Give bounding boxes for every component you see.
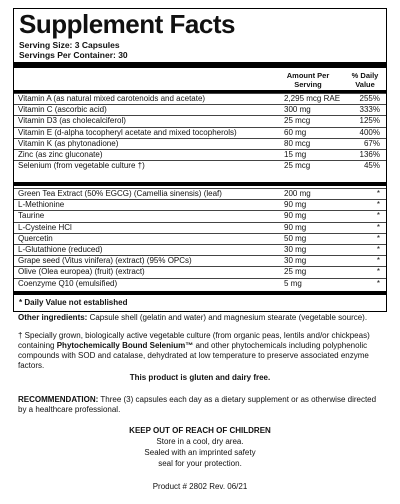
nutrient-daily-value: 67% xyxy=(363,138,380,148)
recommendation xyxy=(18,395,384,415)
daily-value-column-header: % Daily Value xyxy=(351,71,379,89)
section-divider xyxy=(14,182,386,186)
nutrient-row xyxy=(14,266,386,277)
nutrient-name: L-Glutathione (reduced) xyxy=(18,245,103,254)
nutrient-daily-value: 400% xyxy=(359,127,380,137)
nutrient-name: Vitamin K (as phytonadione) xyxy=(18,138,119,148)
seal-line-2: seal for your protection. xyxy=(158,459,242,468)
nutrient-amount: 60 mg xyxy=(284,127,307,137)
nutrient-row xyxy=(14,278,386,289)
serving-size: Serving Size: 3 Capsules xyxy=(19,40,120,50)
dagger-note xyxy=(18,331,384,371)
nutrient-daily-value: * xyxy=(376,267,380,277)
nutrient-row xyxy=(14,244,386,255)
recommendation-text: Three (3) capsules each day as a dietary supplement or as otherwise directed by a healthcare professional. xyxy=(18,395,377,414)
supplement-facts-panel xyxy=(13,8,387,312)
dagger-text-1: † Specially grown, biologically active vegetable culture (from organic peas, lentils and/or chickpeas) containing xyxy=(18,331,370,350)
nutrient-name: Vitamin D3 (as cholecalciferol) xyxy=(18,116,126,126)
nutrient-row xyxy=(14,233,386,244)
gluten-free-statement: This product is gluten and dairy free. xyxy=(129,373,271,382)
nutrient-daily-value: * xyxy=(376,245,380,254)
other-ingredients-text: Capsule shell (gelatin and water) and magnesium stearate (vegetable source). xyxy=(89,313,368,322)
nutrient-daily-value: * xyxy=(376,189,380,198)
footer-divider xyxy=(14,291,386,295)
nutrient-daily-value: 125% xyxy=(359,116,380,126)
dagger-text-2: and other phytochemicals including polyphenolic compounds with SOD and catalase, dehydrated at low temperature to preserve associated enzyme factors. xyxy=(18,341,369,370)
amount-column-header: Amount Per Serving xyxy=(286,71,330,89)
nutrient-daily-value: 333% xyxy=(359,105,380,115)
keep-out-warning: KEEP OUT OF REACH OF CHILDREN xyxy=(129,426,271,435)
nutrient-amount: 5 mg xyxy=(284,278,302,288)
nutrient-name: Taurine xyxy=(18,211,45,221)
nutrient-name: Zinc (as zinc gluconate) xyxy=(18,150,103,159)
nutrient-amount: 2,295 mcg RAE xyxy=(284,94,341,103)
nutrient-amount: 80 mcg xyxy=(284,138,311,148)
nutrient-amount: 25 mcg xyxy=(284,161,311,171)
nutrient-name: Green Tea Extract (50% EGCG) (Camellia sinensis) (leaf) xyxy=(18,189,222,198)
nutrient-name: L-Methionine xyxy=(18,200,65,210)
nutrient-name: Selenium (from vegetable culture †) xyxy=(18,161,145,171)
nutrient-amount: 300 mg xyxy=(284,105,311,115)
thick-divider xyxy=(14,62,386,68)
nutrient-daily-value: 255% xyxy=(359,94,380,103)
nutrient-row xyxy=(14,199,386,210)
nutrient-daily-value: * xyxy=(376,222,380,232)
nutrient-amount: 90 mg xyxy=(284,222,307,232)
nutrient-name: Vitamin E (d-alpha tocopheryl acetate and mixed tocopherols) xyxy=(18,127,237,137)
seal-line-1: Sealed with an imprinted safety xyxy=(144,448,256,457)
nutrient-row xyxy=(14,149,386,160)
nutrient-row xyxy=(14,160,386,171)
nutrient-daily-value: * xyxy=(376,278,380,288)
nutrient-row xyxy=(14,188,386,199)
storage-instruction: Store in a cool, dry area. xyxy=(156,437,244,446)
panel-title: Supplement Facts xyxy=(19,9,235,39)
nutrient-daily-value: * xyxy=(376,211,380,221)
nutrient-daily-value: 45% xyxy=(363,161,380,171)
nutrient-name: Grape seed (Vitus vinifera) (extract) (95% OPCs) xyxy=(18,256,192,266)
recommendation-label: RECOMMENDATION: xyxy=(18,395,99,404)
nutrient-row xyxy=(14,222,386,233)
nutrient-row xyxy=(14,93,386,104)
nutrient-amount: 15 mg xyxy=(284,150,307,159)
nutrient-row xyxy=(14,115,386,126)
nutrient-amount: 200 mg xyxy=(284,189,311,198)
nutrient-row xyxy=(14,138,386,149)
dagger-bold: Phytochemically Bound Selenium™ xyxy=(56,341,194,350)
nutrient-amount: 25 mg xyxy=(284,267,307,277)
nutrient-name: Coenzyme Q10 (emulsified) xyxy=(18,278,118,288)
nutrient-amount: 90 mg xyxy=(284,200,307,210)
nutrient-name: Vitamin C (ascorbic acid) xyxy=(18,105,107,115)
nutrient-name: Vitamin A (as natural mixed carotenoids and acetate) xyxy=(18,94,206,103)
nutrient-amount: 30 mg xyxy=(284,256,307,266)
nutrient-row xyxy=(14,127,386,138)
nutrient-amount: 90 mg xyxy=(284,211,307,221)
servings-per-container: Servings Per Container: 30 xyxy=(19,50,128,60)
nutrient-daily-value: 136% xyxy=(359,150,380,159)
nutrient-daily-value: * xyxy=(376,233,380,243)
nutrient-amount: 30 mg xyxy=(284,245,307,254)
daily-value-note: * Daily Value not established xyxy=(19,298,128,307)
nutrient-name: Olive (Olea europea) (fruit) (extract) xyxy=(18,267,145,277)
nutrient-daily-value: * xyxy=(376,200,380,210)
nutrient-row xyxy=(14,104,386,115)
product-number: Product # 2802 Rev. 06/21 xyxy=(152,482,248,491)
other-ingredients xyxy=(18,313,384,323)
nutrient-amount: 25 mcg xyxy=(284,116,311,126)
other-ingredients-label: Other ingredients: xyxy=(18,313,88,322)
nutrient-amount: 50 mg xyxy=(284,233,307,243)
nutrient-row xyxy=(14,210,386,221)
nutrient-name: Quercetin xyxy=(18,233,53,243)
nutrient-row xyxy=(14,255,386,266)
nutrient-daily-value: * xyxy=(376,256,380,266)
nutrient-name: L-Cysteine HCl xyxy=(18,222,72,232)
